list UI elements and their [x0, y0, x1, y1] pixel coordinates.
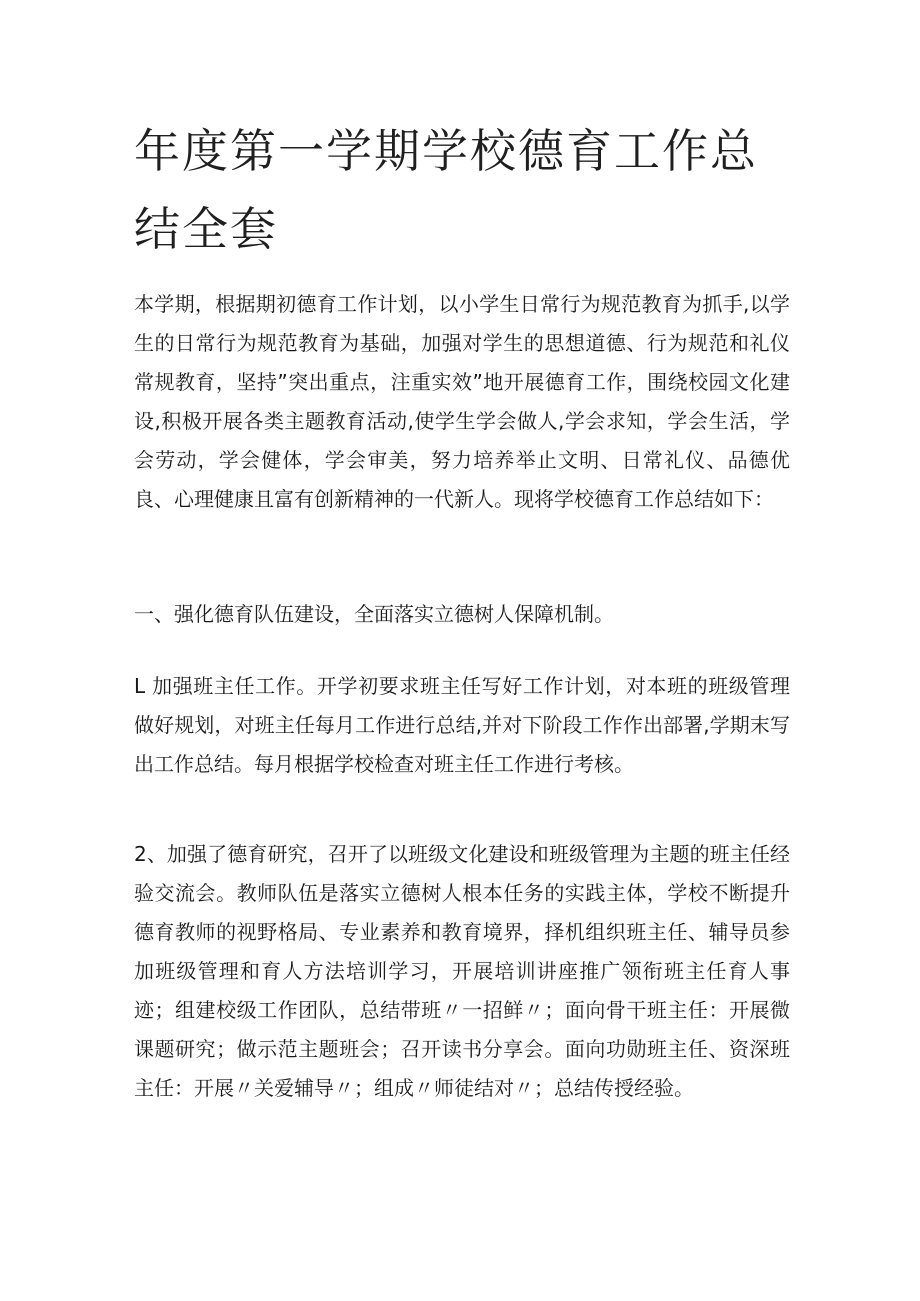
item-1-paragraph: L 加强班主任工作。开学初要求班主任写好工作计划，对本班的班级管理做好规划，对班主任每月工作进行总结,并对下阶段工作作出部署,学期末写出工作总结。每月根据学校检查对班主任工作进行考核。: [134, 674, 790, 776]
section-1-heading: 一、强化德育队伍建设，全面落实立德树人保障机制。: [134, 602, 614, 626]
item-2-paragraph: 2、加强了德育研究，召开了以班级文化建设和班级管理为主题的班主任经验交流会。教师队伍是落实立德树人根本任务的实践主体，学校不断提升德育教师的视野格局、专业素养和教育境界，择机组织班主任、辅导员参加班级管理和育人方法培训学习，开展培训讲座推广领衔班主任育人事迹；组建校级工作团队，总结带班〃一招鲜〃；面向骨干班主任：开展微课题研究；做示范主题班会；召开读书分享会。面向功勋班主任、资深班主任：开展〃关爱辅导〃；组成〃师徒结对〃；总结传授经验。: [134, 842, 790, 1100]
intro-paragraph: 本学期，根据期初德育工作计划，以小学生日常行为规范教育为抓手,以学生的日常行为规范教育为基础，加强对学生的思想道德、行为规范和礼仪常规教育，坚持”突出重点，注重实效”地开展德育工作，围绕校园文化建设,积极开展各类主题教育活动,使学生学会做人,学会求知，学会生活，学会劳动，学会健体，学会审美，努力培养举止文明、日常礼仪、品德优良、心理健康且富有创新精神的一代新人。现将学校德育工作总结如下：: [134, 292, 790, 511]
document-title: 年度第一学期学校德育工作总结全套: [134, 124, 758, 256]
